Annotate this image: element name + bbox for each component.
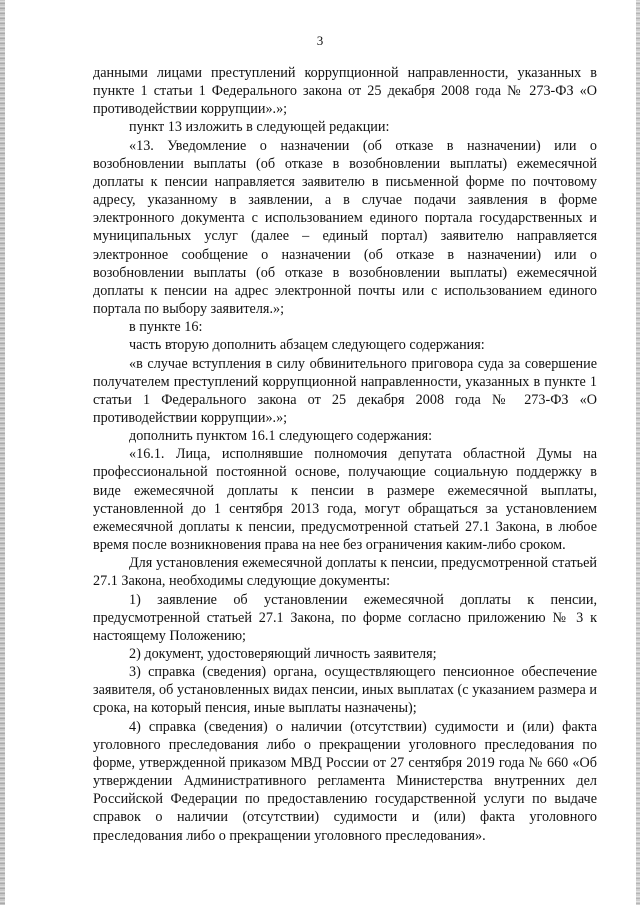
paragraph-item-13-intro: пункт 13 изложить в следующей редакции:: [129, 119, 390, 136]
list-item-1: 1) заявление об установлении ежемесячной доплаты к пенсии, предусмотренной статьей 27.1 Закона, по форме согласно приложению № 3 к настоящему Положению;: [93, 591, 597, 644]
paragraph-item-16-intro: в пункте 16:: [129, 319, 203, 336]
paragraph-item-13-text: «13. Уведомление о назначении (об отказе в назначении) или о возобновлении выплаты (об отказе в возобновлении выплаты) ежемесячной доплаты к пенсии направляется заявителю в письменной форме по почтовому адресу, указанному в заявлении, а в случае подачи заявления в форме электронного документа с использованием единого портала государственных и муниципальных услуг (далее – единый портал) заявителю направляется электронное сообщение о назначении (об отказе в назначении) или о возобновлении выплаты (об отказе в возобновлении выплаты) ежемесячной доплаты к пенсии на адрес электронной почты или с использованием единого портала по выбору заявителя.»;: [93, 137, 597, 318]
scan-edge-right: [636, 0, 640, 905]
list-item-3: 3) справка (сведения) органа, осуществляющего пенсионное обеспечение заявителя, об установленных видах пенсии, иных выплатах (с указанием размера и срока, на который пенсия, иные выплаты назначены);: [93, 664, 597, 717]
paragraph-item-16-1-intro: дополнить пунктом 16.1 следующего содержания:: [129, 428, 433, 445]
list-item-2: 2) документ, удостоверяющий личность заявителя;: [129, 646, 437, 662]
paragraph-new-abzac: «в случае вступления в силу обвинительного приговора суда за совершение получателем преступлений коррупционной направленности, указанных в пункте 1 статьи 1 Федерального закона от 25 декабря 2008 года № 273-ФЗ «О противодействии коррупции».»;: [93, 355, 597, 426]
paragraph-continuation: данными лицами преступлений коррупционной направленности, указанных в пункте 1 статьи 1 Федерального закона от 25 декабря 2008 года № 273-ФЗ «О противодействии коррупции».»;: [93, 65, 597, 118]
scan-edge-left: [0, 0, 5, 905]
paragraph-documents-intro: Для установления ежемесячной доплаты к пенсии, предусмотренной статьей 27.1 Закона, необходимы следующие документы:: [93, 555, 597, 590]
page-number: 3: [316, 33, 324, 48]
paragraph-item-16-1-text: «16.1. Лица, исполнявшие полномочия депутата областной Думы на профессиональной постоянной основе, получающие социальную поддержку в виде ежемесячной доплаты к пенсии в размере ежемесячной выплаты, установленной до 1 сентября 2013 года, могут обращаться за установлением ежемесячной доплаты к пенсии, предусмотренной статьей 27.1 Закона, в любое время после возникновения права на нее без ограничения каким-либо сроком.: [93, 446, 597, 554]
paragraph-part-two-intro: часть вторую дополнить абзацем следующего содержания:: [129, 337, 485, 354]
list-item-4: 4) справка (сведения) о наличии (отсутствии) судимости и (или) факта уголовного преследования либо о прекращении уголовного преследования по форме, утвержденной приказом МВД России от 27 сентября 2019 года № 660 «Об утверждении Административного регламента Министерства внутренних дел Российской Федерации по предоставлению государственной услуги по выдаче справок о наличии (отсутствии) судимости и (или) факта уголовного преследования либо о прекращении уголовного преследования».: [93, 718, 597, 844]
document-body: [93, 64, 597, 845]
